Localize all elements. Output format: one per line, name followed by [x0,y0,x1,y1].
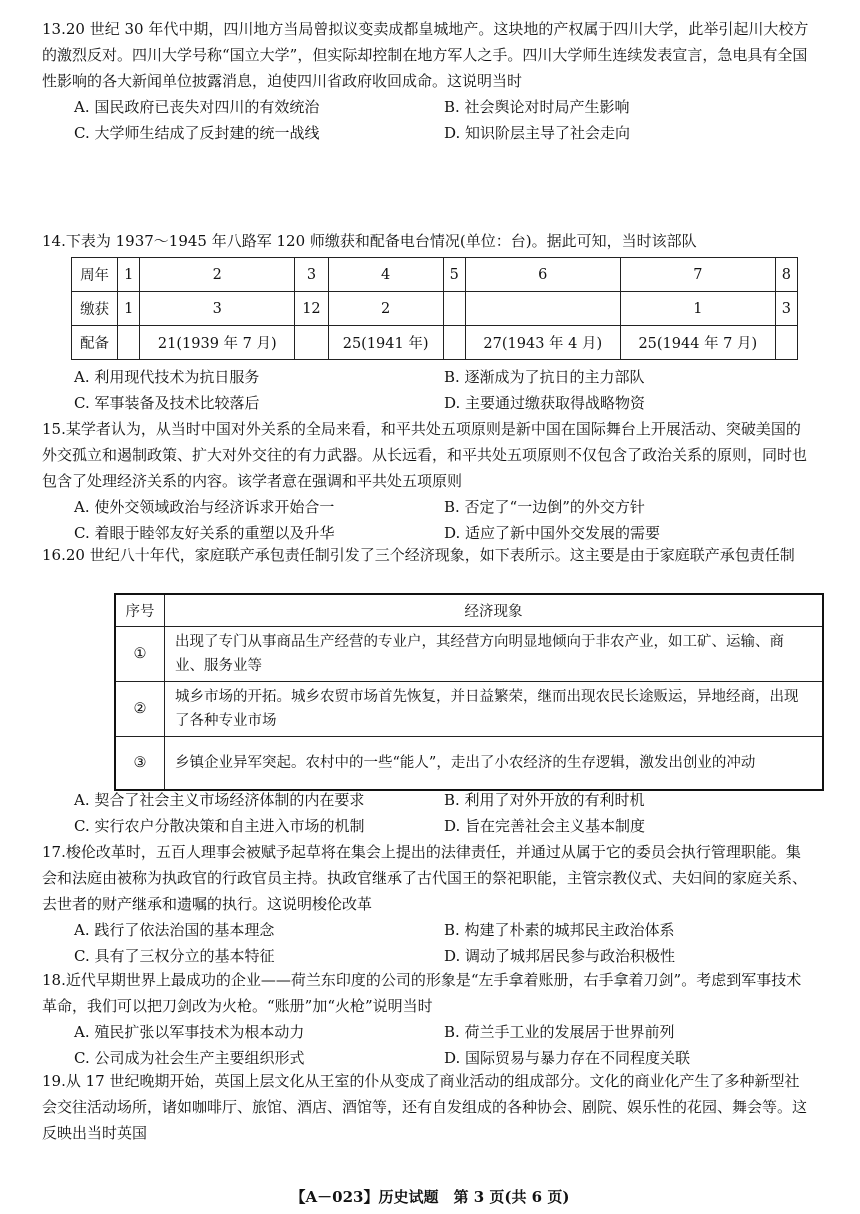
option-b[interactable]: B. 否定了“一边倒”的外交方针 [444,498,645,516]
option-d[interactable]: D. 旨在完善社会主义基本制度 [444,817,646,835]
question-19-stem: 19.从 17 世纪晚期开始，英国上层文化从王室的仆从变成了商业活动的组成部分。文化的商业化产生了多种新型社会交往活动场所，诸如咖啡厅、旅馆、酒店、酒馆等，还有自发组成的各种协会、剧院、娱乐性的花园、舞会等。这反映出当时英国 [42,1072,808,1142]
table-cell: 1 [118,258,140,292]
table-cell: 3 [295,258,328,292]
table-cell: 27(1943 年 4 月) [465,326,620,360]
table-cell: 5 [443,258,465,292]
option-d[interactable]: D. 知识阶层主导了社会走向 [444,124,631,142]
question-17-stem: 17.梭伦改革时，五百人理事会被赋予起草将在集会上提出的法律责任，并通过从属于它的委员会执行管理职能。集会和法庭由被称为执政官的行政官员主持。执政官继承了古代国王的祭祀职能，主管宗教仪式、夫妇间的家庭关系、去世者的财产继承和遗嘱的执行。这说明梭伦改革 [42,843,808,913]
table-cell [443,292,465,326]
column-header: 经济现象 [165,594,824,626]
row-number: ③ [115,736,165,790]
option-b[interactable]: B. 构建了朴素的城邦民主政治体系 [444,921,675,939]
option-c[interactable]: C. 军事装备及技术比较落后 [74,394,260,412]
table-cell: 配备 [72,326,118,360]
question-14-stem: 14.下表为 1937～1945 年八路军 120 师缴获和配备电台情况(单位：台)。据此可知，当时该部队 [42,232,697,250]
question-18-stem: 18.近代早期世界上最成功的企业——荷兰东印度的公司的形象是“左手拿着账册，右手拿着刀剑”。考虑到军事技术革命，我们可以把刀剑改为火枪。“账册”加“火枪”说明当时 [42,971,802,1015]
question-15-options [74,494,814,546]
option-d[interactable]: D. 国际贸易与暴力存在不同程度关联 [444,1049,691,1067]
question-15 [42,416,814,546]
table-row [115,736,823,790]
table-cell: 1 [118,292,140,326]
table-cell: 缴获 [72,292,118,326]
table-cell: 25(1944 年 7 月) [620,326,775,360]
question-15-stem: 15.某学者认为，从当时中国对外关系的全局来看，和平共处五项原则是新中国在国际舞台上开展活动、突破美国的外交孤立和遏制政策、扩大对外交往的有力武器。从长远看，和平共处五项原则不仅包含了政治关系的原则，同时也包含了处理经济关系的内容。该学者意在强调和平共处五项原则 [42,420,808,490]
question-13-options [74,94,814,146]
option-d[interactable]: D. 适应了新中国外交发展的需要 [444,524,661,542]
table-header-row [115,594,823,626]
option-a[interactable]: A. 利用现代技术为抗日服务 [74,368,260,386]
option-b[interactable]: B. 逐渐成为了抗日的主力部队 [444,368,645,386]
option-a[interactable]: A. 殖民扩张以军事技术为根本动力 [74,1023,305,1041]
table-cell: 4 [328,258,443,292]
option-d[interactable]: D. 调动了城邦居民参与政治积极性 [444,947,676,965]
question-19 [42,1068,814,1146]
question-16-options [74,787,814,839]
option-b[interactable]: B. 荷兰手工业的发展居于世界前列 [444,1023,675,1041]
table-cell: 6 [465,258,620,292]
table-row [115,626,823,681]
question-17-options [74,917,814,969]
table-cell: 25(1941 年) [328,326,443,360]
table-cell: 12 [295,292,328,326]
table-row [115,681,823,736]
option-c[interactable]: C. 大学师生结成了反封建的统一战线 [74,124,320,142]
column-header: 序号 [115,594,165,626]
table-cell: 7 [620,258,775,292]
table-cell [775,326,797,360]
option-c[interactable]: C. 公司成为社会生产主要组织形式 [74,1049,305,1067]
question-16-stem: 16.20 世纪八十年代，家庭联产承包责任制引发了三个经济现象，如下表所示。这主要是由于家庭联产承包责任制 [42,546,795,564]
question-14 [42,228,814,254]
table-cell: 3 [775,292,797,326]
radio-equipment-table [71,257,798,360]
table-cell: 2 [140,258,295,292]
option-a[interactable]: A. 使外交领域政治与经济诉求开始合一 [74,498,335,516]
row-text: 乡镇企业异军突起。农村中的一些“能人”，走出了小农经济的生存逻辑，激发出创业的冲动 [165,736,824,790]
row-number: ② [115,681,165,736]
table-row [72,258,798,292]
row-text: 出现了专门从事商品生产经营的专业户，其经营方向明显地倾向于非农产业，如工矿、运输、商业、服务业等 [165,626,824,681]
table-cell: 1 [620,292,775,326]
table-cell: 2 [328,292,443,326]
option-c[interactable]: C. 着眼于睦邻友好关系的重塑以及升华 [74,524,335,542]
table-cell [295,326,328,360]
question-13-stem: 13.20 世纪 30 年代中期，四川地方当局曾拟议变卖成都皇城地产。这块地的产权属于四川大学，此举引起川大校方的激烈反对。四川大学号称“国立大学”，但实际却控制在地方军人之手。四川大学师生连续发表宣言，急电具有全国性影响的各大新闻单位披露消息，迫使四川省政府收回成命。这说明当时 [42,20,809,90]
table-cell [465,292,620,326]
question-18-options [74,1019,814,1071]
table-cell: 21(1939 年 7 月) [140,326,295,360]
question-18 [42,967,814,1071]
option-b[interactable]: B. 利用了对外开放的有利时机 [444,791,645,809]
question-17 [42,839,814,969]
question-16-options-wrap [42,787,814,839]
table-cell: 3 [140,292,295,326]
option-a[interactable]: A. 契合了社会主义市场经济体制的内在要求 [74,791,365,809]
economic-phenomena-table [114,593,824,791]
option-a[interactable]: A. 践行了依法治国的基本理念 [74,921,275,939]
row-number: ① [115,626,165,681]
option-d[interactable]: D. 主要通过缴获取得战略物资 [444,394,646,412]
option-a[interactable]: A. 国民政府已丧失对四川的有效统治 [74,98,320,116]
table-cell: 8 [775,258,797,292]
option-b[interactable]: B. 社会舆论对时局产生影响 [444,98,630,116]
page-footer: 【A－023】历史试题 第 3 页(共 6 页) [290,1188,570,1206]
table-cell: 周年 [72,258,118,292]
question-16 [42,542,814,568]
table-cell [118,326,140,360]
question-13 [42,16,814,146]
table-row [72,292,798,326]
option-c[interactable]: C. 具有了三权分立的基本特征 [74,947,275,965]
table-row [72,326,798,360]
row-text: 城乡市场的开拓。城乡农贸市场首先恢复，并日益繁荣，继而出现农民长途贩运，异地经商，出现了各种专业市场 [165,681,824,736]
option-c[interactable]: C. 实行农户分散决策和自主进入市场的机制 [74,817,365,835]
question-14-options [74,364,814,416]
question-14-options-wrap [42,364,814,416]
table-cell [443,326,465,360]
